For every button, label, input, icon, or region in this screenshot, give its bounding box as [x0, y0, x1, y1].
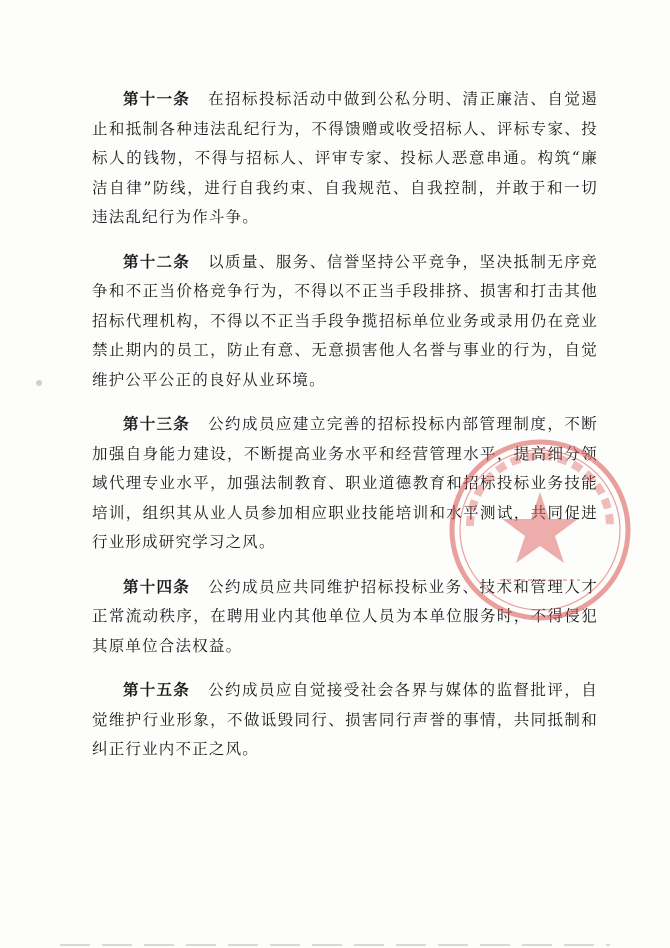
- article-title: 第十五条: [123, 680, 191, 699]
- article-body: 在招标投标活动中做到公私分明、清正廉洁、自觉遏止和抵制各种违法乱纪行为，不得馈赠或收受招标人、评标专家、投标人的钱物，不得与招标人、评审专家、投标人恶意串通。构筑“廉洁自律”防线，进行自我约束、自我规范、自我控制，并敢于和一切违法乱纪行为作斗争。: [92, 90, 598, 226]
- scan-mark: [36, 380, 42, 386]
- article-title: 第十一条: [123, 89, 191, 108]
- article-body: 公约成员应共同维护招标投标业务、技术和管理人才正常流动秩序，在聘用业内其他单位人员为本单位服务时，不得侵犯其原单位合法权益。: [92, 577, 598, 655]
- article-title: 第十四条: [123, 576, 191, 596]
- article-13: [92, 409, 598, 558]
- page-bottom-edge: [60, 944, 610, 946]
- article-body: 以质量、服务、信誉坚持公平竞争，坚决抵制无序竞争和不正当价格竞争行为，不得以不正当手段排挤、损害和打击其他招标代理机构，不得以不正当手段争揽招标单位业务或录用仍在竞业禁止期内的员工，防止有意、无意损害他人名誉与事业的行为，自觉维护公平公正的良好从业环境。: [92, 252, 598, 389]
- article-title: 第十三条: [123, 414, 191, 433]
- article-11: [92, 84, 598, 233]
- article-body: 公约成员应自觉接受社会各界与媒体的监督批评，自觉维护行业形象，不做诋毁同行、损害同行声誉的事情，共同抵制和纠正行业内不正之风。: [92, 681, 598, 758]
- article-14: [92, 572, 598, 662]
- article-body: 公约成员应建立完善的招标投标内部管理制度，不断加强自身能力建设，不断提高业务水平和经营管理水平，提高细分领域代理专业水平，加强法制教育、职业道德教育和招标投标业务技能培训，组织其从业人员参加相应职业技能培训和水平测试，共同促进行业形成研究学习之风。: [92, 415, 598, 551]
- article-12: [92, 247, 598, 396]
- article-15: [92, 675, 598, 765]
- article-title: 第十二条: [123, 251, 191, 271]
